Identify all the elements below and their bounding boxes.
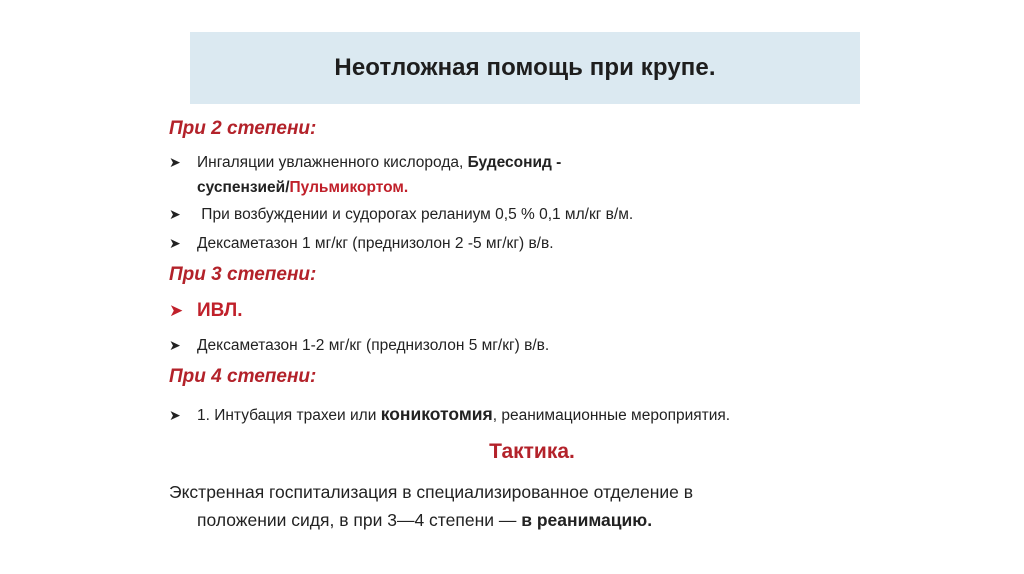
page-title: Неотложная помощь при крупе. [334, 54, 716, 81]
list-item: ➤ Дексаметазон 1 мг/кг (преднизолон 2 -5 мг/кг) в/в. [169, 231, 859, 256]
list-item: ➤ Ингаляции увлажненного кислорода, Будесонид - суспензией/Пульмикортом. [169, 150, 859, 200]
arrow-bullet-icon: ➤ [169, 301, 184, 320]
tactics-paragraph: Экстренная госпитализация в специализированное отделение в положении сидя, в при 3—4 степени — в реанимацию. [169, 482, 694, 530]
arrow-bullet-icon: ➤ [169, 407, 181, 423]
title-bar [190, 32, 860, 104]
arrow-bullet-icon: ➤ [169, 154, 181, 170]
arrow-bullet-icon: ➤ [169, 206, 181, 222]
section-heading-2: При 2 степени: [169, 118, 317, 139]
slide [156, 32, 868, 544]
list-item: ➤ При возбуждении и судорогах реланиум 0,5 % 0,1 мл/кг в/м. [169, 202, 859, 227]
section-heading-3: При 3 степени: [169, 264, 317, 285]
list-item: ➤ ИВЛ. [169, 300, 243, 321]
arrow-bullet-icon: ➤ [169, 337, 181, 353]
tactics-heading: Тактика. [489, 440, 575, 463]
arrow-bullet-icon: ➤ [169, 235, 181, 251]
list-item: ➤ Дексаметазон 1-2 мг/кг (преднизолон 5 мг/кг) в/в. [169, 333, 859, 358]
list-item: ➤ 1. Интубация трахеи или коникотомия, реанимационные мероприятия. [169, 402, 859, 428]
section-heading-4: При 4 степени: [169, 366, 317, 387]
